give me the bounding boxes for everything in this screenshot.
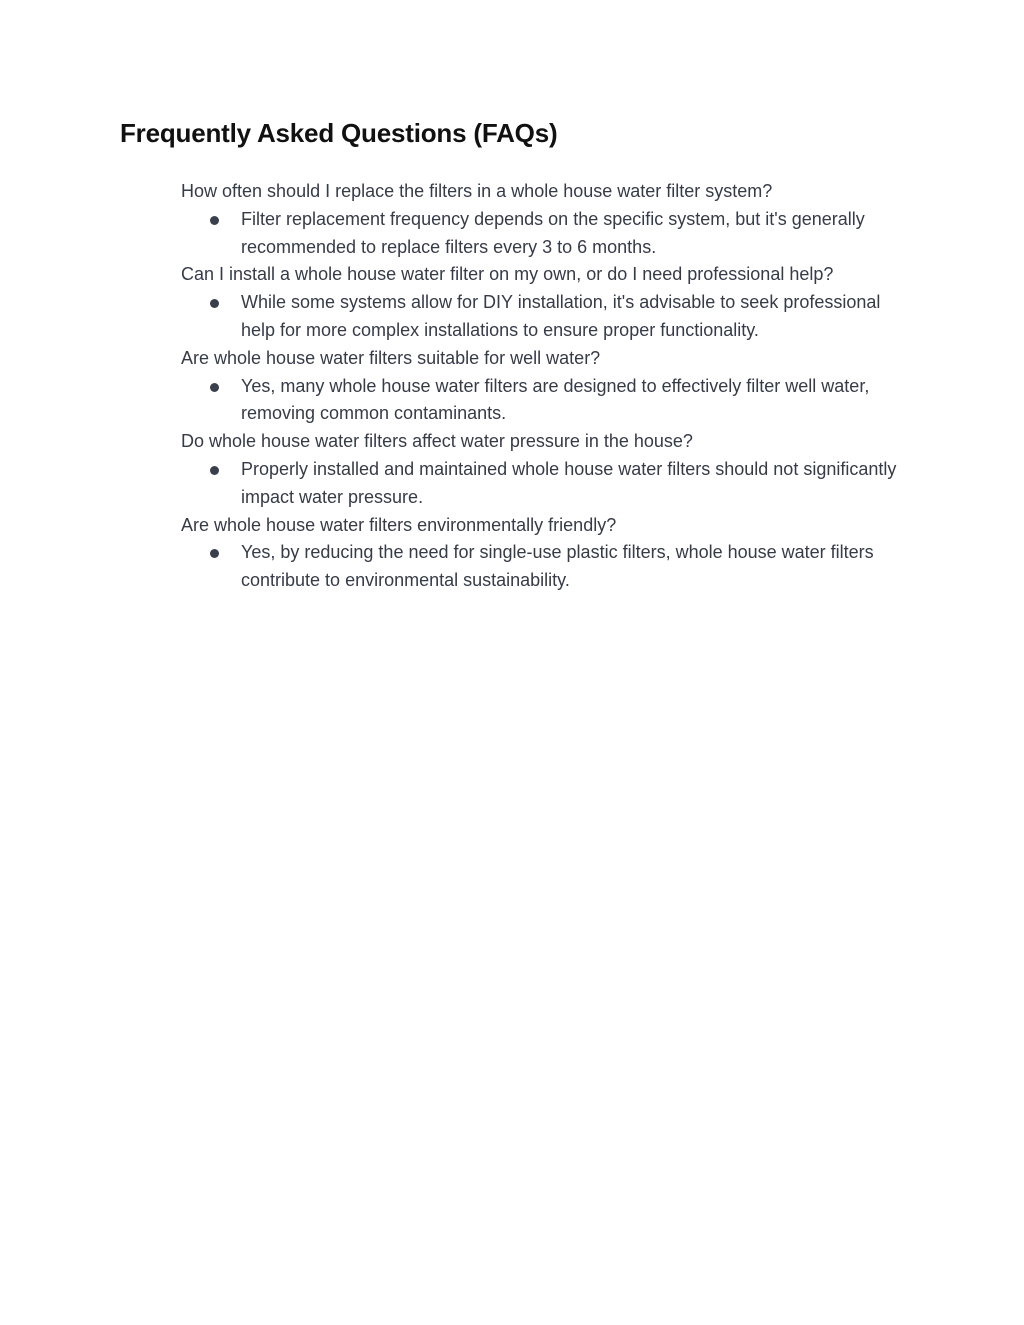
faq-answer <box>181 289 901 345</box>
faq-answer-text: Yes, by reducing the need for single-use plastic filters, whole house water filters contribute to environmental sustainability. <box>241 542 874 591</box>
faq-item <box>181 512 921 595</box>
faq-answer-list <box>181 456 921 512</box>
bullet-icon <box>210 299 219 308</box>
faq-answer <box>181 206 901 262</box>
bullet-icon <box>210 216 219 225</box>
page-title: Frequently Asked Questions (FAQs) <box>120 118 558 148</box>
bullet-icon <box>210 549 219 558</box>
faq-item <box>181 428 921 511</box>
faq-item <box>181 261 921 344</box>
faq-answer-text: Yes, many whole house water filters are designed to effectively filter well water, removing common contaminants. <box>241 375 870 424</box>
faq-answer-list <box>181 289 921 345</box>
faq-question: How often should I replace the filters in a whole house water filter system? <box>181 181 773 201</box>
faq-question: Are whole house water filters environmentally friendly? <box>181 514 617 535</box>
faq-answer-list <box>181 206 921 262</box>
faq-question: Can I install a whole house water filter on my own, or do I need professional help? <box>181 264 834 285</box>
faq-answer <box>181 373 901 429</box>
bullet-icon <box>210 383 219 392</box>
faq-answer-text: Properly installed and maintained whole house water filters should not significantly impact water pressure. <box>241 458 897 507</box>
faq-item <box>181 345 921 428</box>
bullet-icon <box>210 466 219 475</box>
faq-question: Do whole house water filters affect water pressure in the house? <box>181 431 693 452</box>
faq-answer <box>181 456 901 512</box>
faq-item <box>181 178 921 261</box>
faq-answer <box>181 539 901 595</box>
faq-answer-text: While some systems allow for DIY installation, it's advisable to seek professional help for more complex installations to ensure proper functionality. <box>241 292 881 340</box>
faq-answer-text: Filter replacement frequency depends on the specific system, but it's generally recommended to replace filters every 3 to 6 months. <box>241 208 865 257</box>
faq-question: Are whole house water filters suitable for well water? <box>181 347 601 368</box>
faq-list <box>181 178 921 595</box>
faq-answer-list <box>181 373 921 429</box>
faq-answer-list <box>181 539 921 595</box>
